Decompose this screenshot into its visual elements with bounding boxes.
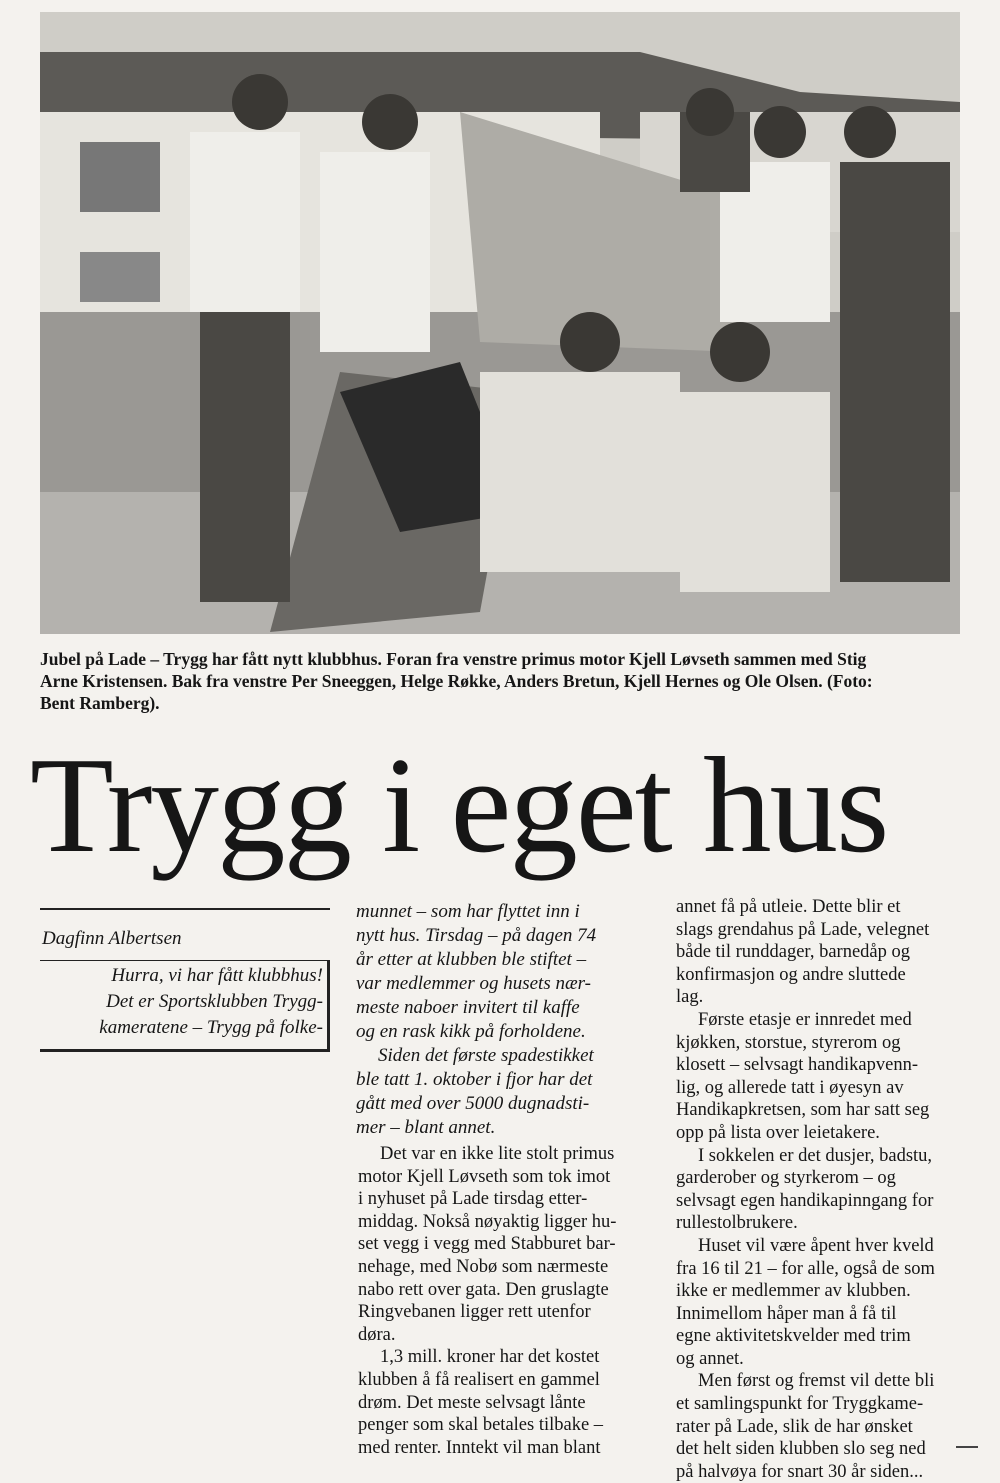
column-2-body [358, 1143, 658, 1459]
text-line: lig, og allerede tatt i øyesyn av [676, 1077, 904, 1098]
text-line: kjøkken, storstue, styrerom og [676, 1032, 901, 1053]
text-line: opp på lista over leietakere. [676, 1122, 880, 1143]
text-line: mer – blant annet. [356, 1117, 496, 1138]
text-line: på halvøya for snart 30 år siden... [676, 1461, 924, 1482]
text-line: set vegg i vegg med Stabburet bar- [358, 1234, 616, 1255]
column-3-body [676, 896, 976, 1483]
text-line: egne aktivitetskvelder med trim [676, 1326, 911, 1347]
text-line: munnet – som har flyttet inn i [356, 901, 580, 922]
intro-line: Det er Sportsklubben Trygg- [106, 991, 323, 1012]
news-photo [40, 12, 960, 634]
text-line: i nyhuset på Lade tirsdag etter- [358, 1189, 588, 1210]
text-line: og annet. [676, 1348, 744, 1369]
text-line: selvsagt egen handikapinngang for [676, 1190, 934, 1211]
text-line: år etter at klubben ble stiftet – [356, 949, 587, 970]
text-line: nabo rett over gata. Den gruslagte [358, 1279, 609, 1300]
text-line: Men først og fremst vil dette bli [698, 1371, 935, 1392]
byline-box [40, 908, 330, 1052]
text-line: døra. [358, 1324, 396, 1345]
text-line: garderober og styrkerom – og [676, 1168, 896, 1189]
caption-line: Arne Kristensen. Bak fra venstre Per Sneeggen, Helge Røkke, Anders Bretun, Kjell Hernes og Ole Olsen. (Foto: [40, 671, 873, 691]
text-line: både til runddager, barnedåp og [676, 942, 911, 963]
text-line: nytt hus. Tirsdag – på dagen 74 [356, 925, 597, 946]
text-line: Første etasje er innredet med [698, 1009, 912, 1030]
text-line: Siden det første spadestikket [378, 1045, 594, 1066]
column-2-intro [356, 900, 656, 1140]
text-line: I sokkelen er det dusjer, badstu, [698, 1145, 933, 1166]
caption-line: Jubel på Lade – Trygg har fått nytt klubbhus. Foran fra venstre primus motor Kjell Løvseth sammen med Stig [40, 649, 867, 669]
text-line: klubben å få realisert en gammel [358, 1369, 600, 1390]
text-line: penger som skal betales tilbake – [358, 1415, 604, 1436]
text-line: Innimellom håper man å få til [676, 1303, 897, 1324]
intro-box [40, 960, 330, 1052]
headline: Trygg i eget hus [30, 729, 888, 881]
caption-line: Bent Ramberg). [40, 693, 160, 713]
text-line: gått med over 5000 dugnadsti- [356, 1093, 590, 1114]
text-line: Ringvebanen ligger rett utenfor [358, 1302, 591, 1323]
text-line: drøm. Det meste selvsagt lånte [358, 1392, 586, 1413]
text-line: rater på Lade, slik de har ønsket [676, 1416, 913, 1437]
text-line: Handikapkretsen, som har satt seg [676, 1100, 930, 1121]
intro-line: Hurra, vi har fått klubbhus! [111, 965, 323, 986]
photo-caption [40, 648, 965, 714]
text-line: ikke er medlemmer av klubben. [676, 1281, 911, 1302]
intro-line: kameratene – Trygg på folke- [99, 1017, 323, 1038]
text-line: med renter. Inntekt vil man blant [358, 1437, 601, 1458]
text-line: klosett – selvsagt handikapvenn- [676, 1055, 918, 1076]
group-photo-icon [40, 12, 960, 634]
text-line: lag. [676, 987, 704, 1008]
text-line: slags grendahus på Lade, velegnet [676, 919, 930, 940]
text-line: nehage, med Nobø som nærmeste [358, 1256, 609, 1277]
text-line: og en rask kikk på forholdene. [356, 1021, 586, 1042]
text-line: 1,3 mill. kroner har det kostet [380, 1347, 600, 1368]
text-line: meste naboer invitert til kaffe [356, 997, 580, 1018]
text-line: rullestolbrukere. [676, 1213, 798, 1234]
text-line: annet få på utleie. Dette blir et [676, 897, 901, 917]
text-line: Huset vil være åpent hver kveld [698, 1235, 934, 1256]
text-line: fra 16 til 21 – for alle, også de som [676, 1258, 935, 1279]
byline: Dagfinn Albertsen [42, 928, 182, 949]
text-line: det helt siden klubben slo seg ned [676, 1439, 926, 1460]
text-line: ble tatt 1. oktober i fjor har det [356, 1069, 593, 1090]
text-line: et samlingspunkt for Tryggkame- [676, 1394, 924, 1415]
text-line: var medlemmer og husets nær- [356, 973, 591, 994]
text-line: konfirmasjon og andre sluttede [676, 964, 906, 985]
text-line: middag. Nokså nøyaktig ligger hu- [358, 1211, 617, 1232]
end-rule [956, 1446, 978, 1448]
text-line: motor Kjell Løvseth som tok imot [358, 1166, 611, 1187]
text-line: Det var en ikke lite stolt primus [380, 1144, 615, 1164]
